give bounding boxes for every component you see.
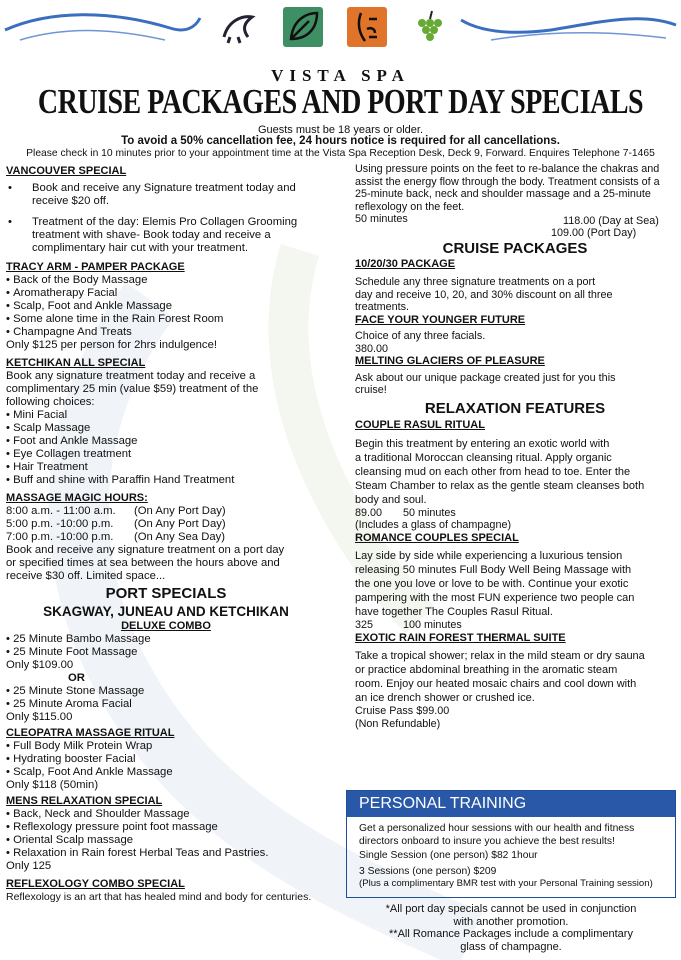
list-item: • 25 Minute Aroma Facial xyxy=(6,698,341,711)
port-specials-title: PORT SPECIALS xyxy=(105,585,227,602)
face-icon xyxy=(347,7,387,47)
list-item: • Oriental Scalp massage xyxy=(6,834,341,847)
combo-b-price: Only $115.00 xyxy=(6,711,73,723)
single-session: Single Session (one person) $82 1hour xyxy=(359,850,538,861)
brand-name: VISTA SPA xyxy=(271,66,410,85)
reflexology-text: Reflexology is an art that has healed mind and body for centuries. xyxy=(6,891,312,903)
list-item: • 25 Minute Foot Massage xyxy=(6,646,341,659)
cleopatra-title: CLEOPATRA MASSAGE RITUAL xyxy=(6,727,175,739)
list-item: • Reflexology pressure point foot massage xyxy=(6,821,341,834)
personal-training-title: PERSONAL TRAINING xyxy=(347,791,675,817)
romance-couples-title: ROMANCE COUPLES SPECIAL xyxy=(355,531,519,544)
face-younger-price: 380.00 xyxy=(355,342,389,355)
list-item: • Mini Facial xyxy=(6,409,341,422)
swirl-right-ornament xyxy=(451,0,681,60)
reflex-price-sea: 118.00 (Day at Sea) xyxy=(563,215,659,227)
page-title: CRUISE PACKAGES AND PORT DAY SPECIALS xyxy=(37,83,644,122)
list-item: • Champagne And Treats xyxy=(6,326,341,339)
leaf-icon xyxy=(283,7,323,47)
list-item: • Back of the Body Massage xyxy=(6,274,341,287)
reflexology-title: REFLEXOLOGY COMBO SPECIAL xyxy=(6,878,185,890)
magic-row: 5:00 p.m. -10:00 p.m. (On Any Port Day) xyxy=(6,518,226,530)
magic-row: 8:00 a.m. - 11:00 a.m. (On Any Port Day) xyxy=(6,505,226,517)
list-item: • Hair Treatment xyxy=(6,461,341,474)
romance-price: 325 xyxy=(355,619,374,631)
cruise-packages-title: CRUISE PACKAGES xyxy=(442,240,588,257)
list-item: • Scalp, Foot And Ankle Massage xyxy=(6,766,341,779)
personal-training-box: PERSONAL TRAINING Get a personalized hour sessions with our health and fitness directors onboard to insure you achieve the best results! Single Session (one person) $82 1hour 3 Sessions (one person) $209 (Plus a complimentary BMR test with your Personal Training session) xyxy=(346,790,676,898)
list-item: • Scalp, Foot and Ankle Massage xyxy=(6,300,341,313)
couple-rasul-title: COUPLE RASUL RITUAL xyxy=(355,419,485,431)
vancouver-title: VANCOUVER SPECIAL xyxy=(6,165,127,177)
melting-glaciers-title: MELTING GLACIERS OF PLEASURE xyxy=(355,355,545,367)
magic-row: 7:00 p.m. -10:00 p.m. (On Any Sea Day) xyxy=(6,531,226,543)
list-item: • 25 Minute Stone Massage xyxy=(6,685,341,698)
reflex-duration: 50 minutes xyxy=(355,213,408,225)
rain-forest-price: Cruise Pass $99.00 xyxy=(355,705,450,717)
package-1030-title: 10/20/30 PACKAGE xyxy=(355,257,456,270)
combo-a-price: Only $109.00 xyxy=(6,659,74,671)
cleopatra-price: Only $118 (50min) xyxy=(6,779,99,791)
rasul-duration: 50 minutes xyxy=(403,506,456,519)
bird-icon xyxy=(218,7,258,47)
rain-forest-title: EXOTIC RAIN FOREST THERMAL SUITE xyxy=(355,631,566,644)
list-item: • Scalp Massage xyxy=(6,422,341,435)
list-item: • Eye Collagen treatment xyxy=(6,448,341,461)
relaxation-features-title: RELAXATION FEATURES xyxy=(424,399,606,417)
rain-forest-note: (Non Refundable) xyxy=(355,717,441,730)
grapes-icon xyxy=(408,7,448,47)
list-item: • Book and receive any Signature treatment today and receive $20 off. xyxy=(8,182,296,207)
list-item: • Foot and Ankle Massage xyxy=(6,435,341,448)
list-item: • Some alone time in the Rain Forest Room xyxy=(6,313,341,326)
left-column: VANCOUVER SPECIAL • Book and receive any Signature treatment today and receive $20 off. • Treatment of the day: Elemis Pro Collagen Grooming treatment with shave- Book today and receive a complimentary hair cut with your treatment. TRACY ARM - PAMPER PACKAGE • Back of the Body Massage • Aromatherapy Facial • Scalp, Foot and Ankle Massage • Some alone time in the Rain Forest Room • Champagne And Treats Only $125 per person for 2hrs indulgence! KETCHIKAN ALL SPECIAL Book any signature treatment today and receive a complimentary 25 min (value $59) treatment of the following choices: • Mini Facial • Scalp Massage • Foot and Ankle Massage • Eye Collagen treatment • Hair Treatment • Buff and shine with Paraffin Hand Treatment MASSAGE MAGIC HOURS: 8:00 a.m. - 11:00 a.m. (On Any Port Day) 5:00 p.m. -10:00 p.m. (On Any Port Day) 7:00 p.m. -10:00 p.m. (On Any Sea Day) Book and receive any signature treatment on a port day or specified times at sea between the hours above and receive $30 off. Limited space... PORT SPECIALS SKAGWAY, JUNEAU AND KETCHIKAN DELUXE COMBO • 25 Minute Bambo Massage • 25 Minute Foot Massage Only $109.00 OR • 25 Minute Stone Massage • 25 Minute Aroma Facial Only $115.00 CLEOPATRA MASSAGE RITUAL • Full Body Milk Protein Wrap • Hydrating booster Facial • Scalp, Foot And Ankle Massage Only $118 (50min) MENS RELAXATION SPECIAL • Back, Neck and Shoulder Massage • Reflexology pressure point foot massage • Oriental Scalp massage • Relaxation in Rain forest Herbal Teas and Pastries. Only 125 REFLEXOLOGY COMBO SPECIAL Reflexology is an art that has healed mind and body for centuries. xyxy=(6,165,341,904)
list-item: • Full Body Milk Protein Wrap xyxy=(6,740,341,753)
deluxe-combo-title: DELUXE COMBO xyxy=(121,620,211,632)
list-item: • Treatment of the day: Elemis Pro Collagen Grooming treatment with shave- Book today and receive a complimentary hair cut with your treatment. xyxy=(8,216,298,254)
footnotes: *All port day specials cannot be used in conjunction with another promotion. **All Romance Packages include a complimentary glass of champagne. xyxy=(385,903,637,953)
rasul-note: (Includes a glass of champagne) xyxy=(355,519,512,531)
right-column: Using pressure points on the feet to re-balance the chakras and assist the energy flow through the body. Treatment consists of a 25-minute back, neck and shoulder massage and a 25-minute reflexology on the feet. 50 minutes 118.00 (Day at Sea) 109.00 (Port Day) CRUISE PACKAGES 10/20/30 PACKAGE Schedule any three signature treatments on a port day and receive 10, 20, and 30% discount on all three treatments. FACE YOUR YOUNGER FUTURE Choice of any three facials. 380.00 MELTING GLACIERS OF PLEASURE Ask about our unique package created just for you this cruise! RELAXATION FEATURES COUPLE RASUL RITUAL Begin this treatment by entering an exotic world with a traditional Moroccan cleansing ritual. Apply organic cleansing mud on each other from head to toe. Enter the Steam Chamber to relax as the gentle steam cleanses both body and soul. 89.00 50 minutes (Includes a glass of champagne) ROMANCE COUPLES SPECIAL Lay side by side while experiencing a luxurious tension releasing 50 minutes Full Body Well Being Massage with the one you love or love to be with. Continue your exotic pampering with the most FUN experience two people can have together The Couples Rasul Ritual. 325 100 minutes EXOTIC RAIN FOREST THERMAL SUITE Take a tropical shower; relax in the mild steam or dry sauna or practice abdominal breathing in the aromatic steam room. Enjoy our heated mosaic chairs and cool down with an ice drench shower or crushed ice. Cruise Pass $99.00 (Non Refundable) xyxy=(355,163,675,730)
tracy-price: Only $125 per person for 2hrs indulgence! xyxy=(6,339,218,351)
list-item: • 25 Minute Bambo Massage xyxy=(6,633,341,646)
ketchikan-title: KETCHIKAN ALL SPECIAL xyxy=(6,357,146,369)
cancellation-note: To avoid a 50% cancellation fee, 24 hours notice is required for all cancellations. xyxy=(121,135,560,147)
list-item: • Hydrating booster Facial xyxy=(6,753,341,766)
mens-price: Only 125 xyxy=(6,860,52,872)
rasul-price: 89.00 xyxy=(355,506,383,519)
swirl-left-ornament xyxy=(0,0,210,60)
romance-duration: 100 minutes xyxy=(403,619,462,631)
mens-title: MENS RELAXATION SPECIAL xyxy=(6,795,163,807)
tracy-arm-title: TRACY ARM - PAMPER PACKAGE xyxy=(6,261,185,273)
list-item: • Relaxation in Rain forest Herbal Teas and Pastries. xyxy=(6,847,341,860)
reflex-price-port: 109.00 (Port Day) xyxy=(551,227,637,239)
list-item: • Buff and shine with Paraffin Hand Treatment xyxy=(6,474,341,487)
magic-hours-title: MASSAGE MAGIC HOURS: xyxy=(6,492,148,504)
face-younger-title: FACE YOUR YOUNGER FUTURE xyxy=(355,313,526,326)
age-note: Guests must be 18 years or older. xyxy=(257,124,424,136)
bmr-note: (Plus a complimentary BMR test with your Personal Training session) xyxy=(359,878,653,889)
or-label: OR xyxy=(68,672,85,684)
port-subtitle: SKAGWAY, JUNEAU AND KETCHIKAN xyxy=(43,604,289,619)
three-sessions: 3 Sessions (one person) $209 xyxy=(359,865,497,877)
checkin-note: Please check in 10 minutes prior to your appointment time at the Vista Spa Reception Desk, Deck 9, Forward. Enquires Telephone 7-1465 xyxy=(26,148,655,159)
list-item: • Back, Neck and Shoulder Massage xyxy=(6,808,341,821)
list-item: • Aromatherapy Facial xyxy=(6,287,341,300)
